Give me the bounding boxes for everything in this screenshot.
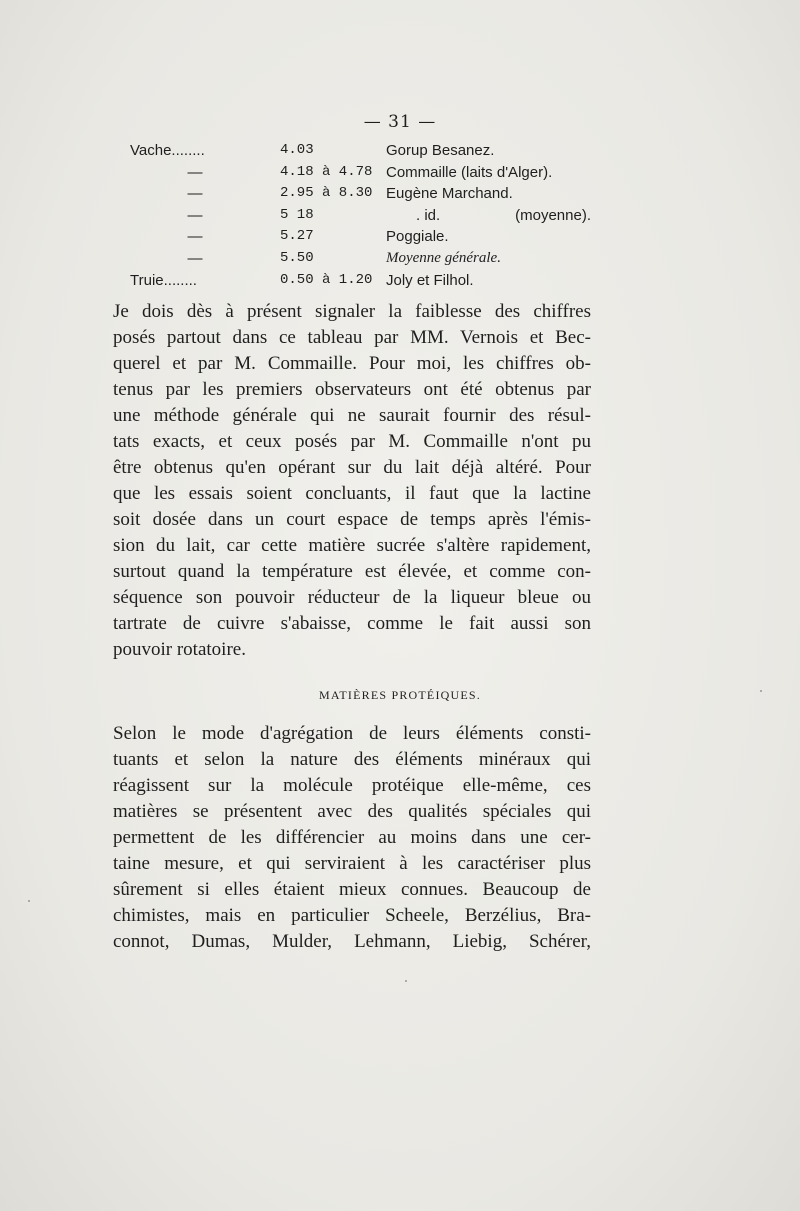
table-row bbox=[130, 140, 590, 162]
table-row bbox=[130, 270, 590, 292]
text-line: querel et par M. Commaille. Pour moi, les chiffres ob- bbox=[113, 353, 591, 374]
table-row bbox=[130, 183, 590, 205]
source-cell: Commaille (laits d'Alger). bbox=[386, 163, 553, 181]
value-cell: 5.27 bbox=[280, 228, 314, 245]
text-line: sion du lait, car cette matière sucrée s'altère rapidement, bbox=[113, 535, 591, 556]
table-row bbox=[130, 226, 590, 248]
text-line: tenus par les premiers observateurs ont été obtenus par bbox=[113, 379, 591, 400]
text-line: surtout quand la température est élevée, et comme con- bbox=[113, 561, 591, 582]
value-cell: 4.18 à 4.78 bbox=[280, 163, 373, 180]
paragraph-lactose bbox=[113, 299, 591, 663]
animal-cell: Truie........ bbox=[130, 271, 197, 289]
text-line: Je dois dès à présent signaler la faiblesse des chiffres bbox=[113, 301, 591, 322]
text-line: taine mesure, et qui serviraient à les caractériser plus bbox=[113, 853, 591, 874]
value-cell: 4.03 bbox=[280, 142, 314, 158]
table-row bbox=[130, 248, 590, 270]
value-cell: 2.95 à 8.30 bbox=[280, 185, 373, 202]
text-line: Selon le mode d'agrégation de leurs éléments consti- bbox=[113, 723, 591, 744]
source-cell: Gorup Besanez. bbox=[386, 142, 495, 159]
paper-speck bbox=[28, 900, 30, 902]
text-line: connot, Dumas, Mulder, Lehmann, Liebig, Schérer, bbox=[113, 931, 591, 952]
page-number: — 31 — bbox=[363, 112, 437, 132]
table-row bbox=[130, 205, 590, 227]
text-line: pouvoir rotatoire. bbox=[113, 639, 246, 660]
text-line: séquence son pouvoir réducteur de la liqueur bleue ou bbox=[113, 587, 591, 608]
source-cell: Joly et Filhol. bbox=[386, 271, 474, 289]
value-cell: 0.50 à 1.20 bbox=[280, 271, 373, 288]
value-cell: 5.50 bbox=[280, 249, 314, 266]
table-row bbox=[130, 162, 590, 184]
source-cell: Moyenne générale. bbox=[386, 249, 501, 266]
animal-cell: — bbox=[187, 185, 203, 203]
animal-cell: — bbox=[187, 206, 203, 224]
text-line: être obtenus qu'en opérant sur du lait déjà altéré. Pour bbox=[113, 457, 591, 478]
value-cell: 5 18 bbox=[280, 206, 314, 223]
text-line: tuants et selon la nature des éléments minéraux qui bbox=[113, 749, 591, 770]
text-line: tats exacts, et ceux posés par M. Commaille n'ont pu bbox=[113, 431, 591, 452]
paper-speck bbox=[760, 690, 762, 692]
text-line: permettent de les différencier au moins dans une cer- bbox=[113, 827, 591, 848]
text-line: tartrate de cuivre s'abaisse, comme le fait aussi son bbox=[113, 613, 591, 634]
paragraph-proteins bbox=[113, 721, 591, 955]
source-cell bbox=[386, 205, 591, 227]
text-line: matières se présentent avec des qualités spéciales qui bbox=[113, 801, 591, 822]
animal-cell: — bbox=[187, 249, 203, 267]
section-heading: MATIÈRES PROTÉIQUES. bbox=[318, 688, 481, 702]
source-id: . id. bbox=[416, 206, 441, 224]
animal-cell: — bbox=[187, 228, 203, 246]
animal-cell: Vache........ bbox=[130, 142, 205, 159]
lactose-values-table bbox=[130, 140, 590, 291]
source-cell: Eugène Marchand. bbox=[386, 185, 513, 203]
source-cell: Poggiale. bbox=[386, 228, 449, 246]
text-line: sûrement si elles étaient mieux connues. Beaucoup de bbox=[113, 879, 591, 900]
text-line: posés partout dans ce tableau par MM. Vernois et Bec- bbox=[113, 327, 591, 348]
source-note: (moyenne). bbox=[515, 206, 591, 224]
text-line: chimistes, mais en particulier Scheele, Berzélius, Bra- bbox=[113, 905, 591, 926]
text-line: une méthode générale qui ne saurait fournir des résul- bbox=[113, 405, 591, 426]
animal-cell: — bbox=[187, 163, 203, 181]
paper-speck bbox=[405, 980, 407, 982]
text-line: soit dosée dans un court espace de temps après l'émis- bbox=[113, 509, 591, 530]
text-line: que les essais soient concluants, il faut que la lactine bbox=[113, 483, 591, 504]
text-line: réagissent sur la molécule protéique elle-même, ces bbox=[113, 775, 591, 796]
